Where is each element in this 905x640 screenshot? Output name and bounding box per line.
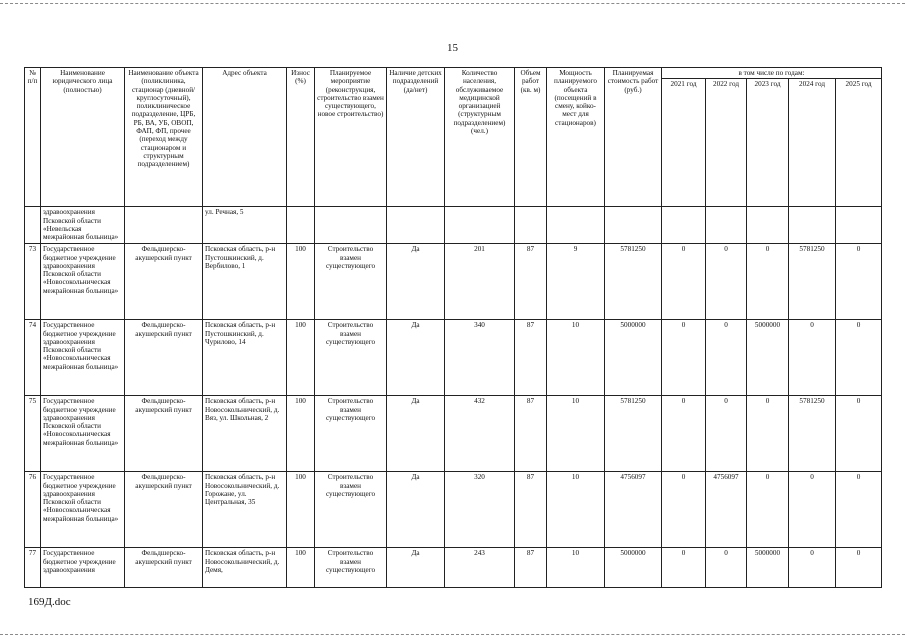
row-legal-entity: Государственное бюджетное учреждение здравоохранения [41, 548, 125, 588]
header-year-2024: 2024 год [789, 79, 836, 207]
row-measure: Строительство взамен существующего [315, 396, 387, 472]
header-address: Адрес объекта [203, 68, 287, 207]
row-address: Псковская область, р-н Новосокольнический, д. Демя, [203, 548, 287, 588]
top-page-edge [0, 3, 905, 4]
row-year-2025: 0 [836, 320, 882, 396]
row-object-name: Фельдшерско-акушерский пункт [125, 548, 203, 588]
facilities-table [24, 67, 882, 588]
row-population: 340 [445, 320, 515, 396]
row-cost: 5781250 [605, 244, 662, 320]
row-child-units: Да [387, 244, 445, 320]
row-legal-entity: Государственное бюджетное учреждение здравоохранения Псковской области «Новосокольническая межрайонная больница» [41, 396, 125, 472]
row-year-2023: 5000000 [747, 320, 789, 396]
row-measure: Строительство взамен существующего [315, 472, 387, 548]
row-num: 74 [25, 320, 41, 396]
row-year-2022: 0 [706, 396, 747, 472]
bottom-page-edge [0, 634, 905, 635]
row-year-2025: 0 [836, 548, 882, 588]
row-wear: 100 [287, 548, 315, 588]
row-num: 75 [25, 396, 41, 472]
table-row [25, 320, 882, 396]
row-measure: Строительство взамен существующего [315, 320, 387, 396]
continuation-legal-entity: здравоохранения Псковской области «Невельская межрайонная больница» [41, 207, 125, 244]
row-population: 432 [445, 396, 515, 472]
row-cost: 5781250 [605, 396, 662, 472]
row-object-name: Фельдшерско-акушерский пункт [125, 320, 203, 396]
row-year-2021: 0 [662, 320, 706, 396]
row-population: 201 [445, 244, 515, 320]
row-year-2023: 0 [747, 244, 789, 320]
row-year-2021: 0 [662, 396, 706, 472]
row-legal-entity: Государственное бюджетное учреждение здравоохранения Псковской области «Новосокольническая межрайонная больница» [41, 244, 125, 320]
row-year-2023: 5000000 [747, 548, 789, 588]
row-year-2023: 0 [747, 396, 789, 472]
row-year-2024: 5781250 [789, 244, 836, 320]
row-num: 77 [25, 548, 41, 588]
row-year-2022: 0 [706, 320, 747, 396]
row-cost: 5000000 [605, 548, 662, 588]
header-years-group: в том числе по годам: [662, 68, 882, 79]
row-address: Псковская область, р-н Новосокольнический, д. Вяз, ул. Школьная, 2 [203, 396, 287, 472]
row-year-2022: 0 [706, 244, 747, 320]
row-cost: 5000000 [605, 320, 662, 396]
header-cost: Планируемая стоимость работ (руб.) [605, 68, 662, 207]
row-population: 243 [445, 548, 515, 588]
row-volume: 87 [515, 548, 547, 588]
row-object-name: Фельдшерско-акушерский пункт [125, 244, 203, 320]
header-wear: Износ (%) [287, 68, 315, 207]
row-legal-entity: Государственное бюджетное учреждение здравоохранения Псковской области «Новосокольническая межрайонная больница» [41, 472, 125, 548]
header-legal-entity: Наименование юридического лица (полностью) [41, 68, 125, 207]
row-year-2022: 4756097 [706, 472, 747, 548]
header-population: Количество населения, обслуживаемое медицинской организацией (структурным подразделением) (чел.) [445, 68, 515, 207]
table-row [25, 548, 882, 588]
row-year-2023: 0 [747, 472, 789, 548]
row-year-2025: 0 [836, 472, 882, 548]
row-wear: 100 [287, 320, 315, 396]
row-year-2022: 0 [706, 548, 747, 588]
footer-file-name: 169Д.doc [28, 596, 71, 608]
row-year-2021: 0 [662, 472, 706, 548]
row-measure: Строительство взамен существующего [315, 244, 387, 320]
row-wear: 100 [287, 472, 315, 548]
row-address: Псковская область, р-н Пустошкинский, д. Чурилово, 14 [203, 320, 287, 396]
row-capacity: 10 [547, 396, 605, 472]
row-measure: Строительство взамен существующего [315, 548, 387, 588]
row-address: Псковская область, р-н Новосокольнический, д. Горожане, ул. Центральная, 35 [203, 472, 287, 548]
row-year-2024: 0 [789, 320, 836, 396]
row-year-2025: 0 [836, 396, 882, 472]
table-row [25, 472, 882, 548]
continuation-address: ул. Речная, 5 [203, 207, 287, 244]
row-capacity: 10 [547, 472, 605, 548]
row-address: Псковская область, р-н Пустошкинский, д. Вербилово, 1 [203, 244, 287, 320]
row-volume: 87 [515, 320, 547, 396]
header-num: № п/п [25, 68, 41, 207]
row-object-name: Фельдшерско-акушерский пункт [125, 472, 203, 548]
row-population: 320 [445, 472, 515, 548]
header-year-2021: 2021 год [662, 79, 706, 207]
header-capacity: Мощность планируемого объекта (посещений в смену, койко-мест для стационаров) [547, 68, 605, 207]
header-row-top [25, 68, 882, 79]
row-year-2025: 0 [836, 244, 882, 320]
row-capacity: 10 [547, 320, 605, 396]
row-wear: 100 [287, 244, 315, 320]
header-volume: Объем работ (кв. м) [515, 68, 547, 207]
page-number: 15 [447, 42, 458, 54]
row-year-2021: 0 [662, 244, 706, 320]
row-year-2024: 5781250 [789, 396, 836, 472]
header-object-name: Наименование объекта (поликлиника, стационар (дневной/ круглосуточный), поликлиническое подразделение, ЦРБ, РБ, ВА, УБ, ОВОП, ФАП, ФП, прочее (переход между стационаром и структурным подразделением) [125, 68, 203, 207]
row-child-units: Да [387, 320, 445, 396]
row-year-2024: 0 [789, 548, 836, 588]
row-child-units: Да [387, 548, 445, 588]
row-cost: 4756097 [605, 472, 662, 548]
row-volume: 87 [515, 244, 547, 320]
table-row [25, 396, 882, 472]
header-measure: Планируемое мероприятие (реконструкция, строительство взамен существующего, новое строительство) [315, 68, 387, 207]
row-child-units: Да [387, 396, 445, 472]
header-year-2022: 2022 год [706, 79, 747, 207]
row-year-2021: 0 [662, 548, 706, 588]
row-wear: 100 [287, 396, 315, 472]
row-volume: 87 [515, 396, 547, 472]
header-year-2025: 2025 год [836, 79, 882, 207]
row-volume: 87 [515, 472, 547, 548]
row-object-name: Фельдшерско-акушерский пункт [125, 396, 203, 472]
row-capacity: 10 [547, 548, 605, 588]
row-child-units: Да [387, 472, 445, 548]
row-num: 73 [25, 244, 41, 320]
header-child-units: Наличие детских подразделений (да/нет) [387, 68, 445, 207]
header-year-2023: 2023 год [747, 79, 789, 207]
row-capacity: 9 [547, 244, 605, 320]
row-legal-entity: Государственное бюджетное учреждение здравоохранения Псковской области «Новосокольническая межрайонная больница» [41, 320, 125, 396]
row-year-2024: 0 [789, 472, 836, 548]
row-num: 76 [25, 472, 41, 548]
continuation-row [25, 207, 882, 244]
table-row [25, 244, 882, 320]
